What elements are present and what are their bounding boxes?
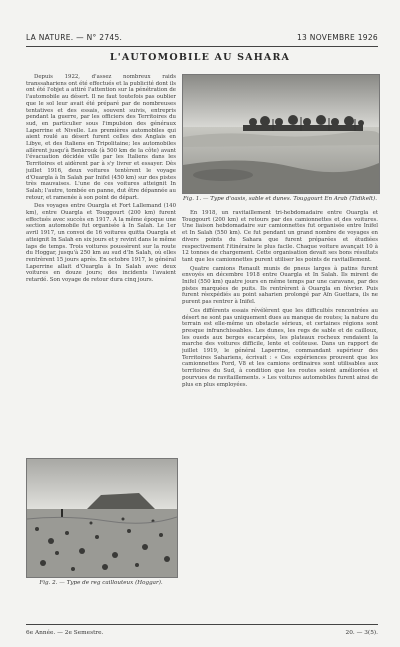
figure-2-photo xyxy=(26,458,178,578)
figure-1-caption: Fig. 1. — Type d'oasis, sable et dunes. Touggourt En Arab (Tidikelt). xyxy=(182,196,378,202)
issue-date: 13 NOVEMBRE 1926 xyxy=(296,32,378,42)
column-2-text xyxy=(182,210,378,612)
column-1-top-text xyxy=(26,74,176,454)
header-rule xyxy=(26,46,378,47)
figure-1-photo xyxy=(182,74,380,194)
journal-name: LA NATURE. — N° 2745. xyxy=(26,32,123,42)
paragraph: Des voyages entre Ouargla et Fort Lallemand (140 km), entre Ouargla et Touggourt (200 km) furent effectués avec succès en 1917. A la même époque une section automobile fut organisée à In Salah. Le 1er avril 1917, un convoi de 16 voitures quitta Ouargla et atteignit In Salah en six jours et y revint dans le même laps de temps. Trois voitures poussèrent sur la route du Hoggar, jusqu'à 250 km au sud d'In Salah, où elles rentrèrent 15 jours après. En octobre 1917, le général Laperrine allait d'Ouargla à In Salah avec deux voitures en douze jours; des incidents l'avaient retardé. Son voyage de retour dura cinq jours. xyxy=(26,203,176,284)
footer-rule xyxy=(26,624,378,625)
footer-right: 20. — 3(5). xyxy=(345,630,378,636)
paragraph: En 1918, un ravitaillement tri-hebdomadaire entre Ouargla et Touggourt (200 km) et retours par des camionnettes et des voitures. Une liaison hebdomadaire sur camionnettes fut organisée entre Inifel et In Salah (550 km). Ce fut pendant un grand nombre de voyages en divers points du Sahara que furent préparées et étudiées respectivement l'itinéraire le plus facile. Chaque voiture avançait 10 à 12 tonnes de chargement. Cette organisation devait ses bons résultats tant que les camionnettes purent utiliser les points de ravitaillement. xyxy=(182,210,378,263)
paragraph: Quatre camions Renault munis de pneus larges à patins furent envoyés en décembre 1918 entre Ouargla et In Salah. Ils mirent de Inifel (550 km) quatre jours en même temps par une caravane, par des pistes marquées de puits. Ils rentrèrent à Ouargla en février. Puis furent réexpédiés au point saharien prolongé par Aïn Guettara, ils ne purent pas rentrer à Inifel. xyxy=(182,265,378,306)
page-header xyxy=(26,30,378,44)
article-title: L'AUTOMOBILE AU SAHARA xyxy=(109,52,291,63)
oasis-dunes-image xyxy=(183,75,379,193)
page-footer xyxy=(26,630,378,636)
footer-left: 6e Année. — 2e Semestre. xyxy=(26,630,104,636)
rocky-reg-image xyxy=(27,459,177,577)
figure-2-caption: Fig. 2. — Type de reg caillouteux (Hoggar). xyxy=(39,580,163,586)
paragraph: Ces différents essais révélèrent que les difficultés rencontrées au désert ne sont pas uniquement dues au manque de routes; la nature du terrain est elle-même un obstacle sérieux, et certaines régions sont presque infranchissables. Les dunes, les regs de sable et de cailloux, les oueds aux berges escarpées, les plateaux rocheux rendaient la marche des voitures difficile, lente et coûteuse. Dans un rapport de juillet 1919, le général Laperrine, commandant supérieur des Territoires Sahariens, écrivait : « Ces expériences prouvent que les camionnettes Ford, V8 et les camions ordinaires sont utilisables aux territoires du Sud, à condition que les routes soient améliorées et pourvues de ravitaillements. » Les voitures automobiles furent ainsi de plus en plus employées. xyxy=(182,307,378,388)
paragraph: Depuis 1922, d'assez nombreux raids transsahariens ont été effectués et la publicité dont ils ont été l'objet a attiré l'attention sur la pénétration de l'automobile au désert. Il ne faut toutefois pas oublier que le sol leur avait été préparé par de nombreuses tentatives et des essais, souvent suivis, entrepris pendant la guerre, par les officiers des Territoires du sud, en particulier sous l'impulsion des généraux Laperrine et Nivelle. Les premières automobiles qui aient roulé au désert furent celles des Anglais en Libye, et des Italiens en Tripolitaine; les automobiles allèrent jusqu'à Benkrouk (à 500 km de la côte) avant l'évacuation décidée ville par les Italiens dans les Territoires et aidèrent par à s'y livrer et essayer. Dès juillet 1916, deux voitures tentèrent le voyage d'Ouargla à In Salah par Inifel (450 km) sur des pistes très mauvaises. L'une de ces voitures atteignit In Salah; l'autre, tombée en panne, dut être dépannée au retour, et ramenée à son point de départ. xyxy=(26,74,176,201)
